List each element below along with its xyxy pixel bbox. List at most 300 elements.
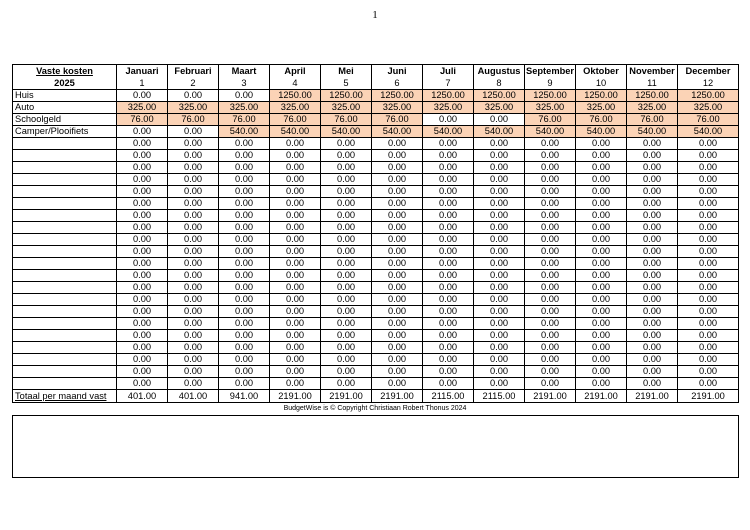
value-cell[interactable]: 0.00 <box>627 246 678 258</box>
value-cell[interactable]: 0.00 <box>678 138 739 150</box>
value-cell[interactable]: 76.00 <box>117 114 168 126</box>
value-cell[interactable]: 0.00 <box>423 162 474 174</box>
value-cell[interactable]: 0.00 <box>372 162 423 174</box>
value-cell[interactable]: 0.00 <box>474 174 525 186</box>
value-cell[interactable]: 0.00 <box>321 150 372 162</box>
value-cell[interactable]: 0.00 <box>423 270 474 282</box>
row-label-empty[interactable] <box>13 150 117 162</box>
value-cell[interactable]: 0.00 <box>321 306 372 318</box>
value-cell[interactable]: 0.00 <box>576 234 627 246</box>
row-label-empty[interactable] <box>13 186 117 198</box>
value-cell[interactable]: 0.00 <box>219 234 270 246</box>
value-cell[interactable]: 0.00 <box>372 378 423 390</box>
value-cell[interactable]: 0.00 <box>627 270 678 282</box>
row-label-empty[interactable] <box>13 174 117 186</box>
value-cell[interactable]: 0.00 <box>474 294 525 306</box>
value-cell[interactable]: 0.00 <box>270 342 321 354</box>
value-cell[interactable]: 540.00 <box>678 126 739 138</box>
value-cell[interactable]: 0.00 <box>219 354 270 366</box>
value-cell[interactable]: 325.00 <box>474 102 525 114</box>
value-cell[interactable]: 0.00 <box>627 294 678 306</box>
value-cell[interactable]: 0.00 <box>423 198 474 210</box>
value-cell[interactable]: 76.00 <box>627 114 678 126</box>
value-cell[interactable]: 0.00 <box>474 330 525 342</box>
value-cell[interactable]: 0.00 <box>576 342 627 354</box>
row-label-empty[interactable] <box>13 246 117 258</box>
value-cell[interactable]: 0.00 <box>168 366 219 378</box>
value-cell[interactable]: 0.00 <box>321 330 372 342</box>
value-cell[interactable]: 0.00 <box>678 222 739 234</box>
value-cell[interactable]: 540.00 <box>525 126 576 138</box>
value-cell[interactable]: 0.00 <box>117 366 168 378</box>
value-cell[interactable]: 76.00 <box>576 114 627 126</box>
row-label-empty[interactable] <box>13 234 117 246</box>
row-label-empty[interactable] <box>13 210 117 222</box>
value-cell[interactable]: 0.00 <box>474 186 525 198</box>
value-cell[interactable]: 0.00 <box>372 330 423 342</box>
value-cell[interactable]: 0.00 <box>321 174 372 186</box>
value-cell[interactable]: 0.00 <box>270 210 321 222</box>
value-cell[interactable]: 0.00 <box>321 198 372 210</box>
value-cell[interactable]: 0.00 <box>576 246 627 258</box>
value-cell[interactable]: 0.00 <box>474 222 525 234</box>
value-cell[interactable]: 0.00 <box>270 162 321 174</box>
value-cell[interactable]: 0.00 <box>270 222 321 234</box>
row-label[interactable]: Auto <box>13 102 117 114</box>
value-cell[interactable]: 0.00 <box>270 330 321 342</box>
value-cell[interactable]: 0.00 <box>270 246 321 258</box>
value-cell[interactable]: 0.00 <box>168 282 219 294</box>
value-cell[interactable]: 0.00 <box>627 342 678 354</box>
value-cell[interactable]: 0.00 <box>678 366 739 378</box>
value-cell[interactable]: 0.00 <box>168 246 219 258</box>
value-cell[interactable]: 0.00 <box>525 294 576 306</box>
value-cell[interactable]: 0.00 <box>627 198 678 210</box>
value-cell[interactable]: 0.00 <box>372 186 423 198</box>
value-cell[interactable]: 0.00 <box>678 270 739 282</box>
value-cell[interactable]: 0.00 <box>474 150 525 162</box>
value-cell[interactable]: 76.00 <box>372 114 423 126</box>
value-cell[interactable]: 0.00 <box>525 150 576 162</box>
value-cell[interactable]: 325.00 <box>372 102 423 114</box>
value-cell[interactable]: 76.00 <box>321 114 372 126</box>
value-cell[interactable]: 76.00 <box>525 114 576 126</box>
row-label-empty[interactable] <box>13 270 117 282</box>
value-cell[interactable]: 0.00 <box>525 258 576 270</box>
value-cell[interactable]: 0.00 <box>678 174 739 186</box>
value-cell[interactable]: 0.00 <box>576 150 627 162</box>
value-cell[interactable]: 0.00 <box>117 246 168 258</box>
value-cell[interactable]: 1250.00 <box>372 90 423 102</box>
value-cell[interactable]: 0.00 <box>678 234 739 246</box>
value-cell[interactable]: 0.00 <box>321 162 372 174</box>
value-cell[interactable]: 0.00 <box>372 222 423 234</box>
value-cell[interactable]: 0.00 <box>219 294 270 306</box>
value-cell[interactable]: 0.00 <box>627 258 678 270</box>
value-cell[interactable]: 0.00 <box>576 186 627 198</box>
value-cell[interactable]: 0.00 <box>423 354 474 366</box>
value-cell[interactable]: 0.00 <box>525 138 576 150</box>
value-cell[interactable]: 0.00 <box>627 306 678 318</box>
value-cell[interactable]: 0.00 <box>219 246 270 258</box>
value-cell[interactable]: 0.00 <box>474 258 525 270</box>
value-cell[interactable]: 1250.00 <box>474 90 525 102</box>
value-cell[interactable]: 0.00 <box>372 354 423 366</box>
value-cell[interactable]: 0.00 <box>627 150 678 162</box>
value-cell[interactable]: 0.00 <box>678 210 739 222</box>
value-cell[interactable]: 0.00 <box>576 258 627 270</box>
value-cell[interactable]: 0.00 <box>270 138 321 150</box>
value-cell[interactable]: 325.00 <box>270 102 321 114</box>
value-cell[interactable]: 0.00 <box>117 186 168 198</box>
row-label[interactable]: Huis <box>13 90 117 102</box>
value-cell[interactable]: 0.00 <box>423 342 474 354</box>
value-cell[interactable]: 0.00 <box>321 138 372 150</box>
value-cell[interactable]: 325.00 <box>525 102 576 114</box>
value-cell[interactable]: 1250.00 <box>270 90 321 102</box>
value-cell[interactable]: 325.00 <box>321 102 372 114</box>
value-cell[interactable]: 0.00 <box>117 198 168 210</box>
value-cell[interactable]: 0.00 <box>423 174 474 186</box>
value-cell[interactable]: 0.00 <box>168 162 219 174</box>
value-cell[interactable]: 0.00 <box>117 162 168 174</box>
value-cell[interactable]: 0.00 <box>423 318 474 330</box>
value-cell[interactable]: 0.00 <box>168 294 219 306</box>
value-cell[interactable]: 0.00 <box>270 378 321 390</box>
row-label-empty[interactable] <box>13 282 117 294</box>
value-cell[interactable]: 0.00 <box>474 234 525 246</box>
value-cell[interactable]: 0.00 <box>372 150 423 162</box>
value-cell[interactable]: 0.00 <box>423 150 474 162</box>
value-cell[interactable]: 0.00 <box>321 222 372 234</box>
value-cell[interactable]: 0.00 <box>372 138 423 150</box>
value-cell[interactable]: 325.00 <box>219 102 270 114</box>
value-cell[interactable]: 0.00 <box>168 186 219 198</box>
value-cell[interactable]: 0.00 <box>678 378 739 390</box>
value-cell[interactable]: 0.00 <box>525 222 576 234</box>
value-cell[interactable]: 0.00 <box>321 270 372 282</box>
value-cell[interactable]: 0.00 <box>423 306 474 318</box>
value-cell[interactable]: 0.00 <box>525 210 576 222</box>
value-cell[interactable]: 0.00 <box>117 306 168 318</box>
value-cell[interactable]: 0.00 <box>219 270 270 282</box>
value-cell[interactable]: 0.00 <box>321 258 372 270</box>
value-cell[interactable]: 0.00 <box>117 222 168 234</box>
value-cell[interactable]: 0.00 <box>270 354 321 366</box>
value-cell[interactable]: 0.00 <box>423 222 474 234</box>
value-cell[interactable]: 0.00 <box>117 210 168 222</box>
value-cell[interactable]: 76.00 <box>678 114 739 126</box>
value-cell[interactable]: 0.00 <box>168 270 219 282</box>
value-cell[interactable]: 0.00 <box>168 330 219 342</box>
value-cell[interactable]: 0.00 <box>525 234 576 246</box>
value-cell[interactable]: 0.00 <box>525 330 576 342</box>
row-label-empty[interactable] <box>13 222 117 234</box>
value-cell[interactable]: 1250.00 <box>423 90 474 102</box>
value-cell[interactable]: 0.00 <box>219 198 270 210</box>
value-cell[interactable]: 0.00 <box>117 258 168 270</box>
value-cell[interactable]: 0.00 <box>423 282 474 294</box>
value-cell[interactable]: 0.00 <box>372 210 423 222</box>
value-cell[interactable]: 0.00 <box>372 342 423 354</box>
value-cell[interactable]: 0.00 <box>576 306 627 318</box>
value-cell[interactable]: 0.00 <box>627 162 678 174</box>
row-label-empty[interactable] <box>13 138 117 150</box>
value-cell[interactable]: 540.00 <box>423 126 474 138</box>
value-cell[interactable]: 0.00 <box>321 318 372 330</box>
value-cell[interactable]: 0.00 <box>474 270 525 282</box>
value-cell[interactable]: 325.00 <box>423 102 474 114</box>
value-cell[interactable]: 0.00 <box>423 366 474 378</box>
value-cell[interactable]: 0.00 <box>423 246 474 258</box>
row-label-empty[interactable] <box>13 162 117 174</box>
value-cell[interactable]: 0.00 <box>576 222 627 234</box>
value-cell[interactable]: 0.00 <box>270 306 321 318</box>
value-cell[interactable]: 0.00 <box>270 186 321 198</box>
value-cell[interactable]: 0.00 <box>678 318 739 330</box>
value-cell[interactable]: 0.00 <box>576 330 627 342</box>
value-cell[interactable]: 76.00 <box>168 114 219 126</box>
value-cell[interactable]: 0.00 <box>576 366 627 378</box>
value-cell[interactable]: 0.00 <box>525 198 576 210</box>
value-cell[interactable]: 0.00 <box>270 270 321 282</box>
value-cell[interactable]: 0.00 <box>627 282 678 294</box>
value-cell[interactable]: 0.00 <box>117 330 168 342</box>
value-cell[interactable]: 0.00 <box>474 378 525 390</box>
value-cell[interactable]: 325.00 <box>678 102 739 114</box>
value-cell[interactable]: 325.00 <box>576 102 627 114</box>
value-cell[interactable]: 1250.00 <box>627 90 678 102</box>
value-cell[interactable]: 0.00 <box>525 162 576 174</box>
value-cell[interactable]: 0.00 <box>321 294 372 306</box>
value-cell[interactable]: 0.00 <box>117 90 168 102</box>
value-cell[interactable]: 0.00 <box>423 258 474 270</box>
value-cell[interactable]: 0.00 <box>168 342 219 354</box>
value-cell[interactable]: 0.00 <box>525 186 576 198</box>
value-cell[interactable]: 0.00 <box>576 270 627 282</box>
row-label-empty[interactable] <box>13 258 117 270</box>
value-cell[interactable]: 0.00 <box>219 342 270 354</box>
value-cell[interactable]: 0.00 <box>627 330 678 342</box>
value-cell[interactable]: 0.00 <box>372 234 423 246</box>
value-cell[interactable]: 0.00 <box>474 162 525 174</box>
value-cell[interactable]: 540.00 <box>627 126 678 138</box>
value-cell[interactable]: 540.00 <box>474 126 525 138</box>
value-cell[interactable]: 0.00 <box>474 210 525 222</box>
value-cell[interactable]: 0.00 <box>219 222 270 234</box>
value-cell[interactable]: 0.00 <box>372 366 423 378</box>
value-cell[interactable]: 0.00 <box>321 366 372 378</box>
value-cell[interactable]: 0.00 <box>270 318 321 330</box>
row-label-empty[interactable] <box>13 294 117 306</box>
value-cell[interactable]: 0.00 <box>372 198 423 210</box>
value-cell[interactable]: 0.00 <box>117 174 168 186</box>
value-cell[interactable]: 0.00 <box>525 342 576 354</box>
value-cell[interactable]: 0.00 <box>678 282 739 294</box>
row-label-empty[interactable] <box>13 378 117 390</box>
value-cell[interactable]: 0.00 <box>117 318 168 330</box>
value-cell[interactable]: 0.00 <box>321 378 372 390</box>
value-cell[interactable]: 0.00 <box>678 246 739 258</box>
value-cell[interactable]: 0.00 <box>372 174 423 186</box>
value-cell[interactable]: 0.00 <box>219 162 270 174</box>
value-cell[interactable]: 0.00 <box>321 210 372 222</box>
value-cell[interactable]: 0.00 <box>576 210 627 222</box>
value-cell[interactable]: 0.00 <box>219 138 270 150</box>
value-cell[interactable]: 0.00 <box>117 150 168 162</box>
value-cell[interactable]: 1250.00 <box>321 90 372 102</box>
value-cell[interactable]: 0.00 <box>270 282 321 294</box>
value-cell[interactable]: 0.00 <box>627 318 678 330</box>
value-cell[interactable]: 0.00 <box>219 330 270 342</box>
row-label-empty[interactable] <box>13 330 117 342</box>
value-cell[interactable]: 0.00 <box>576 138 627 150</box>
value-cell[interactable]: 1250.00 <box>678 90 739 102</box>
value-cell[interactable]: 0.00 <box>270 174 321 186</box>
value-cell[interactable]: 0.00 <box>219 282 270 294</box>
value-cell[interactable]: 0.00 <box>423 186 474 198</box>
value-cell[interactable]: 0.00 <box>678 306 739 318</box>
value-cell[interactable]: 540.00 <box>219 126 270 138</box>
value-cell[interactable]: 0.00 <box>627 354 678 366</box>
value-cell[interactable]: 1250.00 <box>576 90 627 102</box>
value-cell[interactable]: 0.00 <box>321 234 372 246</box>
value-cell[interactable]: 0.00 <box>372 306 423 318</box>
value-cell[interactable]: 0.00 <box>678 258 739 270</box>
value-cell[interactable]: 0.00 <box>219 186 270 198</box>
value-cell[interactable]: 0.00 <box>168 138 219 150</box>
value-cell[interactable]: 0.00 <box>576 294 627 306</box>
value-cell[interactable]: 0.00 <box>168 150 219 162</box>
value-cell[interactable]: 0.00 <box>678 294 739 306</box>
value-cell[interactable]: 0.00 <box>168 234 219 246</box>
value-cell[interactable]: 0.00 <box>576 198 627 210</box>
value-cell[interactable]: 540.00 <box>372 126 423 138</box>
value-cell[interactable]: 0.00 <box>168 198 219 210</box>
value-cell[interactable]: 0.00 <box>270 294 321 306</box>
value-cell[interactable]: 0.00 <box>576 318 627 330</box>
value-cell[interactable]: 1250.00 <box>525 90 576 102</box>
value-cell[interactable]: 0.00 <box>627 222 678 234</box>
value-cell[interactable]: 0.00 <box>117 138 168 150</box>
value-cell[interactable]: 0.00 <box>168 318 219 330</box>
value-cell[interactable]: 0.00 <box>219 366 270 378</box>
value-cell[interactable]: 0.00 <box>321 246 372 258</box>
value-cell[interactable]: 0.00 <box>525 378 576 390</box>
value-cell[interactable]: 0.00 <box>270 150 321 162</box>
value-cell[interactable]: 0.00 <box>678 342 739 354</box>
value-cell[interactable]: 0.00 <box>321 342 372 354</box>
value-cell[interactable]: 0.00 <box>168 354 219 366</box>
value-cell[interactable]: 0.00 <box>117 294 168 306</box>
value-cell[interactable]: 0.00 <box>474 306 525 318</box>
value-cell[interactable]: 0.00 <box>270 234 321 246</box>
value-cell[interactable]: 0.00 <box>117 342 168 354</box>
value-cell[interactable]: 0.00 <box>627 174 678 186</box>
row-label-empty[interactable] <box>13 366 117 378</box>
value-cell[interactable]: 0.00 <box>270 366 321 378</box>
value-cell[interactable]: 0.00 <box>423 378 474 390</box>
value-cell[interactable]: 0.00 <box>423 114 474 126</box>
value-cell[interactable]: 0.00 <box>474 114 525 126</box>
value-cell[interactable]: 0.00 <box>474 354 525 366</box>
value-cell[interactable]: 76.00 <box>219 114 270 126</box>
value-cell[interactable]: 0.00 <box>525 306 576 318</box>
value-cell[interactable]: 0.00 <box>678 354 739 366</box>
value-cell[interactable]: 0.00 <box>525 246 576 258</box>
row-label-empty[interactable] <box>13 354 117 366</box>
value-cell[interactable]: 0.00 <box>168 222 219 234</box>
value-cell[interactable]: 0.00 <box>372 270 423 282</box>
value-cell[interactable]: 0.00 <box>372 246 423 258</box>
value-cell[interactable]: 0.00 <box>627 366 678 378</box>
value-cell[interactable]: 0.00 <box>474 246 525 258</box>
value-cell[interactable]: 540.00 <box>270 126 321 138</box>
value-cell[interactable]: 0.00 <box>576 174 627 186</box>
value-cell[interactable]: 0.00 <box>219 306 270 318</box>
value-cell[interactable]: 0.00 <box>423 138 474 150</box>
value-cell[interactable]: 0.00 <box>168 210 219 222</box>
value-cell[interactable]: 0.00 <box>525 174 576 186</box>
value-cell[interactable]: 0.00 <box>627 378 678 390</box>
value-cell[interactable]: 0.00 <box>219 318 270 330</box>
value-cell[interactable]: 0.00 <box>423 330 474 342</box>
value-cell[interactable]: 0.00 <box>117 378 168 390</box>
value-cell[interactable]: 0.00 <box>219 174 270 186</box>
value-cell[interactable]: 0.00 <box>525 354 576 366</box>
value-cell[interactable]: 0.00 <box>678 198 739 210</box>
value-cell[interactable]: 0.00 <box>219 90 270 102</box>
value-cell[interactable]: 0.00 <box>321 354 372 366</box>
value-cell[interactable]: 0.00 <box>627 186 678 198</box>
value-cell[interactable]: 0.00 <box>168 378 219 390</box>
value-cell[interactable]: 0.00 <box>678 150 739 162</box>
value-cell[interactable]: 0.00 <box>321 186 372 198</box>
value-cell[interactable]: 0.00 <box>525 366 576 378</box>
row-label[interactable]: Camper/Plooifiets <box>13 126 117 138</box>
value-cell[interactable]: 0.00 <box>372 318 423 330</box>
value-cell[interactable]: 0.00 <box>423 210 474 222</box>
value-cell[interactable]: 0.00 <box>627 210 678 222</box>
value-cell[interactable]: 0.00 <box>423 234 474 246</box>
value-cell[interactable]: 0.00 <box>474 342 525 354</box>
value-cell[interactable]: 0.00 <box>474 138 525 150</box>
row-label[interactable]: Schoolgeld <box>13 114 117 126</box>
value-cell[interactable]: 0.00 <box>474 318 525 330</box>
value-cell[interactable]: 0.00 <box>576 162 627 174</box>
value-cell[interactable]: 540.00 <box>576 126 627 138</box>
value-cell[interactable]: 325.00 <box>168 102 219 114</box>
value-cell[interactable]: 0.00 <box>117 126 168 138</box>
value-cell[interactable]: 0.00 <box>219 150 270 162</box>
value-cell[interactable]: 0.00 <box>117 354 168 366</box>
value-cell[interactable]: 0.00 <box>372 282 423 294</box>
value-cell[interactable]: 0.00 <box>219 258 270 270</box>
value-cell[interactable]: 0.00 <box>117 282 168 294</box>
value-cell[interactable]: 0.00 <box>219 378 270 390</box>
value-cell[interactable]: 0.00 <box>525 270 576 282</box>
value-cell[interactable]: 325.00 <box>117 102 168 114</box>
value-cell[interactable]: 325.00 <box>627 102 678 114</box>
value-cell[interactable]: 0.00 <box>576 378 627 390</box>
row-label-empty[interactable] <box>13 318 117 330</box>
row-label-empty[interactable] <box>13 342 117 354</box>
value-cell[interactable]: 0.00 <box>423 294 474 306</box>
value-cell[interactable]: 0.00 <box>576 354 627 366</box>
value-cell[interactable]: 0.00 <box>474 366 525 378</box>
value-cell[interactable]: 0.00 <box>525 318 576 330</box>
row-label-empty[interactable] <box>13 306 117 318</box>
